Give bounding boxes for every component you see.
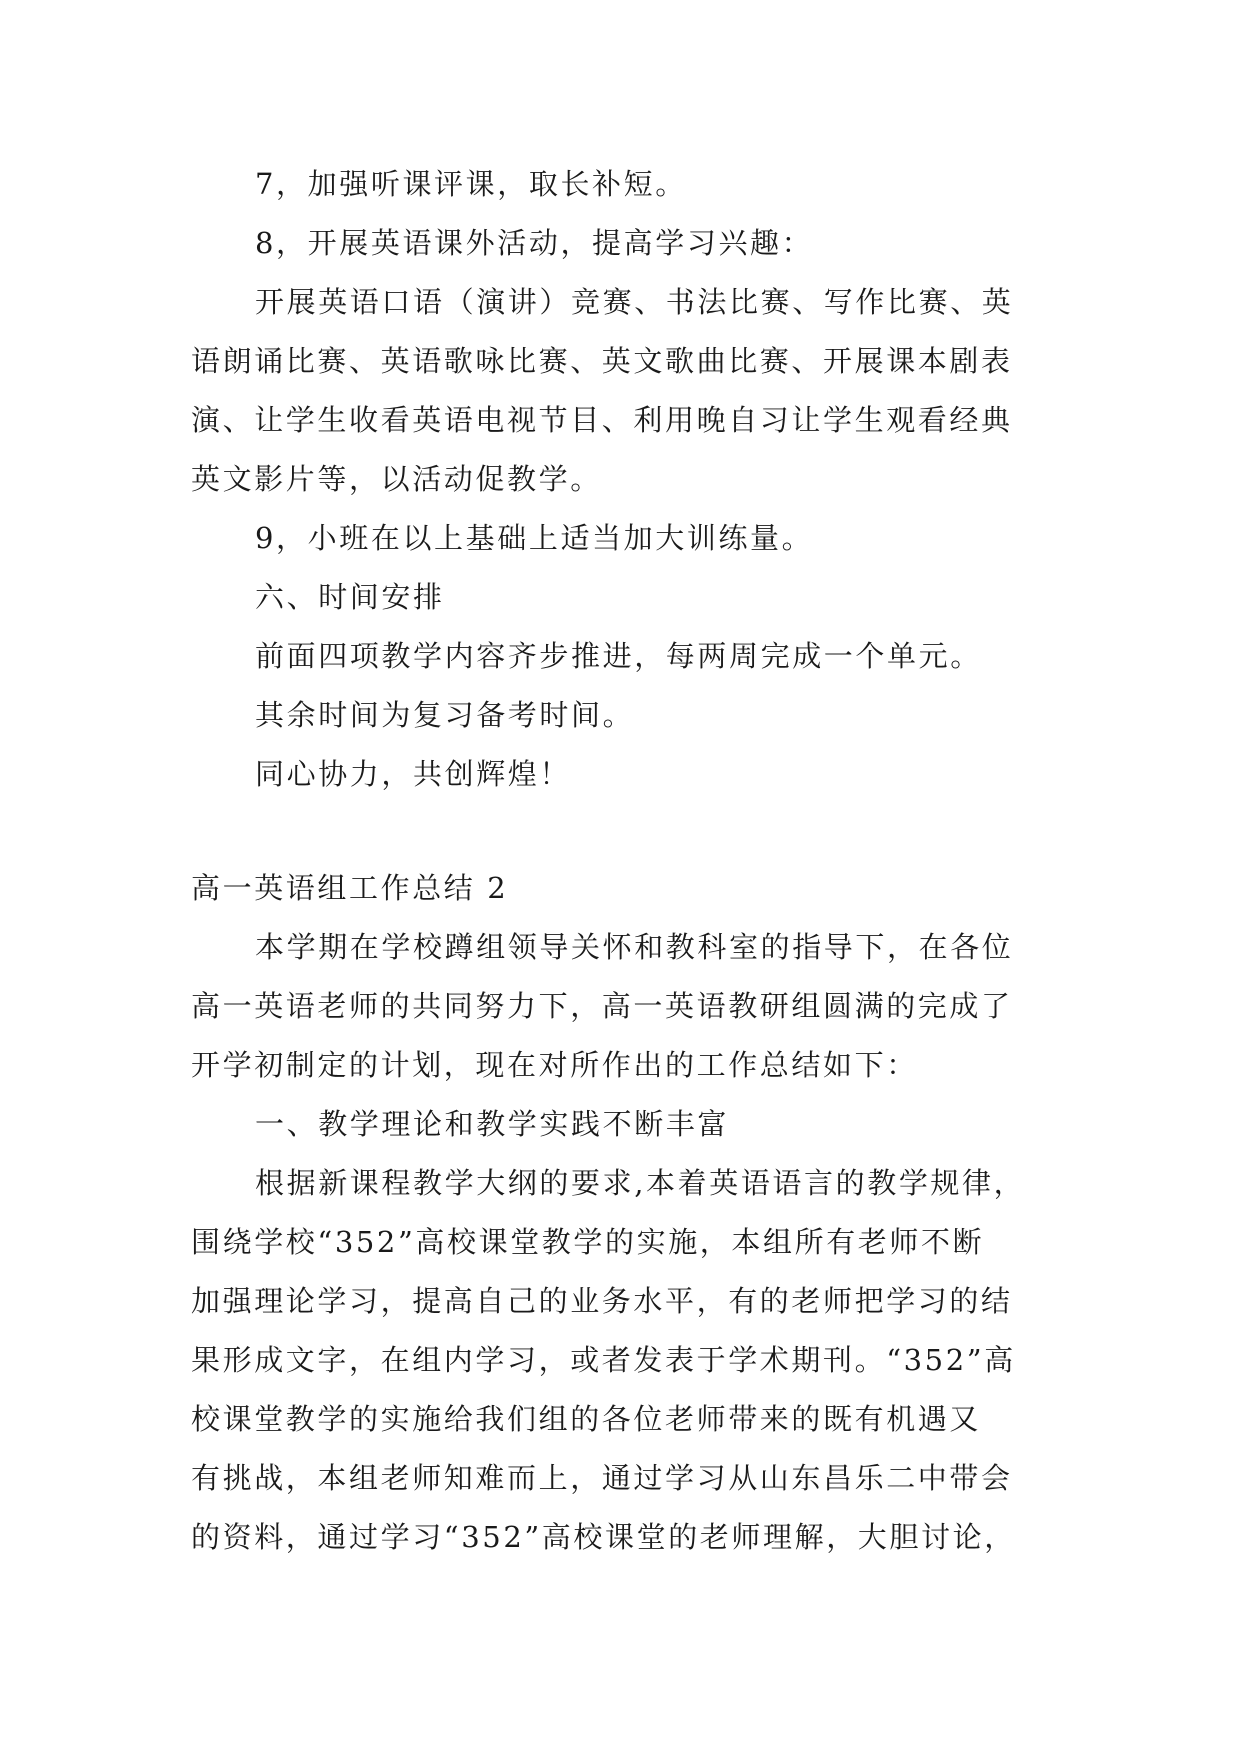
paragraph-line: 英文影片等，以活动促教学。 [191, 462, 602, 496]
list-item-7: 7，加强听课评课，取长补短。 [255, 167, 687, 201]
list-item-8: 8，开展英语课外活动，提高学习兴趣： [255, 226, 814, 260]
paragraph-line: 根据新课程教学大纲的要求,本着英语语言的教学规律， [255, 1166, 1026, 1200]
paragraph-line: 的资料，通过学习“352”高校课堂的老师理解，大胆讨论， [191, 1520, 1016, 1554]
paragraph-line: 有挑战，本组老师知难而上，通过学习从山东昌乐二中带会 [191, 1461, 1013, 1495]
schedule-line-2: 其余时间为复习备考时间。 [255, 698, 635, 732]
document-title: 高一英语组工作总结 2 [191, 871, 509, 905]
list-item-9: 9，小班在以上基础上适当加大训练量。 [255, 521, 814, 555]
slogan: 同心协力，共创辉煌！ [255, 757, 572, 791]
paragraph-line: 语朗诵比赛、英语歌咏比赛、英文歌曲比赛、开展课本剧表 [191, 344, 1013, 378]
document-body [191, 155, 1061, 1567]
paragraph-line: 校课堂教学的实施给我们组的各位老师带来的既有机遇又 [191, 1402, 982, 1436]
section-heading-theory: 一、教学理论和教学实践不断丰富 [255, 1107, 730, 1141]
paragraph-line: 围绕学校“352”高校课堂教学的实施，本组所有老师不断 [191, 1225, 985, 1259]
paragraph-line: 果形成文字，在组内学习，或者发表于学术期刊。“352”高 [191, 1343, 1016, 1377]
section-gap [191, 804, 1061, 859]
body-paragraph [191, 1154, 1061, 1567]
paragraph-line: 开学初制定的计划，现在对所作出的工作总结如下： [191, 1048, 918, 1082]
paragraph-line: 演、让学生收看英语电视节目、利用晚自习让学生观看经典 [191, 403, 1013, 437]
intro-paragraph [191, 918, 1061, 1095]
schedule-line-1: 前面四项教学内容齐步推进，每两周完成一个单元。 [255, 639, 982, 673]
section-heading-schedule: 六、时间安排 [255, 580, 445, 614]
paragraph-line: 加强理论学习，提高自己的业务水平，有的老师把学习的结 [191, 1284, 1013, 1318]
paragraph-line: 本学期在学校蹲组领导关怀和教科室的指导下，在各位 [255, 930, 1014, 964]
paragraph-line: 高一英语老师的共同努力下，高一英语教研组圆满的完成了 [191, 989, 1013, 1023]
activities-paragraph [191, 273, 1061, 509]
paragraph-line: 开展英语口语（演讲）竞赛、书法比赛、写作比赛、英 [255, 285, 1014, 319]
